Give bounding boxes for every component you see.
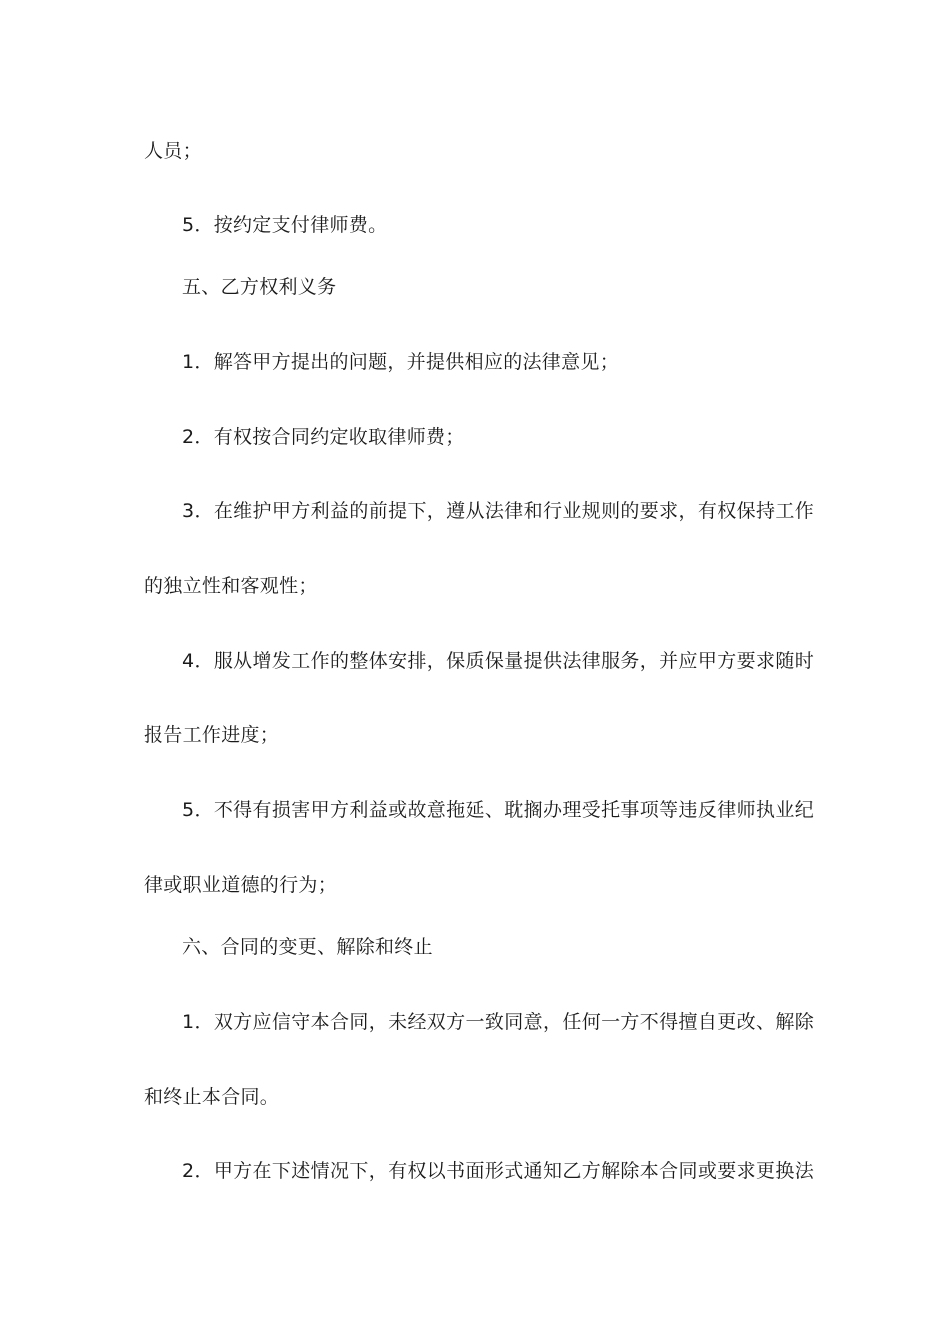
list-item: 2．有权按合同约定收取律师费； — [182, 426, 465, 448]
section-heading: 五、乙方权利义务 — [182, 276, 337, 298]
list-item: 3．在维护甲方利益的前提下，遵从法律和行业规则的要求，有权保持工作 — [182, 500, 814, 522]
list-item: 1．解答甲方提出的问题，并提供相应的法律意见； — [182, 351, 619, 373]
paragraph-continuation: 的独立性和客观性； — [144, 575, 318, 597]
paragraph-continuation: 人员； — [144, 140, 202, 162]
list-item: 5．按约定支付律师费。 — [182, 214, 388, 236]
list-item: 5．不得有损害甲方利益或故意拖延、耽搁办理受托事项等违反律师执业纪 — [182, 799, 814, 821]
list-item: 1．双方应信守本合同，未经双方一致同意，任何一方不得擅自更改、解除 — [182, 1011, 814, 1033]
list-item: 2．甲方在下述情况下，有权以书面形式通知乙方解除本合同或要求更换法 — [182, 1160, 814, 1182]
paragraph-continuation: 和终止本合同。 — [144, 1086, 280, 1108]
section-heading: 六、合同的变更、解除和终止 — [182, 936, 433, 958]
list-item: 4．服从增发工作的整体安排，保质保量提供法律服务，并应甲方要求随时 — [182, 650, 814, 672]
paragraph-continuation: 报告工作进度； — [144, 724, 280, 746]
paragraph-continuation: 律或职业道德的行为； — [144, 874, 338, 896]
